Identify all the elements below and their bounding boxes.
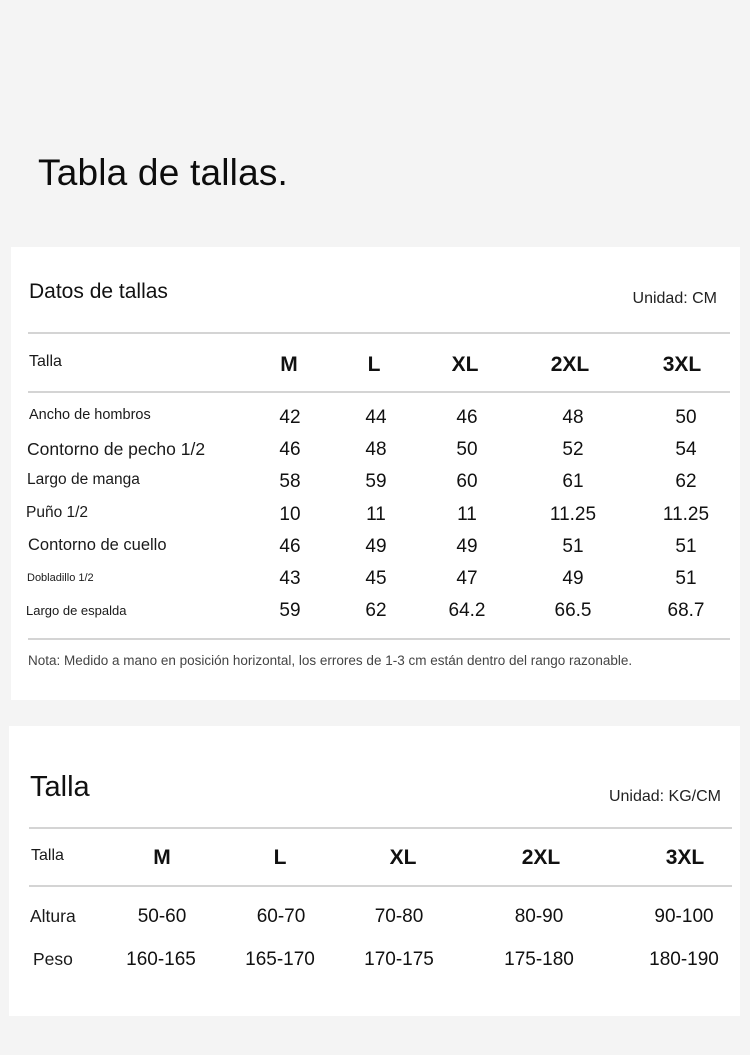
measurement-note: Nota: Medido a mano en posición horizontal, los errores de 1-3 cm están dentro del rango razonable. [28, 653, 633, 668]
divider [29, 827, 732, 829]
cell: 51 [562, 536, 584, 557]
measurements-card [11, 247, 740, 700]
cell: 49 [365, 536, 387, 557]
row-label: Ancho de hombros [29, 407, 151, 423]
cell: 62 [365, 600, 387, 621]
cell: 47 [456, 568, 478, 589]
cell: 46 [279, 536, 301, 557]
cell: 42 [279, 407, 301, 428]
size-header-3xl: 3XL [662, 353, 702, 376]
cell: 11.25 [549, 504, 597, 525]
row-label: Contorno de cuello [28, 536, 167, 554]
fit-unit: Unidad: KG/CM [608, 788, 721, 805]
cell: 68.7 [667, 600, 705, 621]
divider [28, 391, 730, 393]
cell: 60-70 [256, 906, 306, 927]
cell: 180-190 [649, 949, 719, 970]
cell: 44 [365, 407, 387, 428]
cell: 59 [365, 471, 387, 492]
cell: 60 [456, 471, 478, 492]
cell: 80-90 [514, 906, 564, 927]
measurements-unit: Unidad: CM [632, 290, 717, 307]
cell: 70-80 [374, 906, 424, 927]
cell: 160-165 [126, 949, 196, 970]
size-header-xl: XL [451, 353, 479, 376]
cell: 64.2 [448, 600, 486, 621]
row-label: Altura [30, 906, 76, 926]
cell: 49 [562, 568, 584, 589]
row-label: Largo de espalda [26, 603, 127, 618]
page-title: Tabla de tallas. [38, 152, 289, 193]
cell: 51 [675, 568, 697, 589]
cell: 62 [675, 471, 697, 492]
cell: 50 [675, 407, 697, 428]
header-label-talla: Talla [31, 847, 64, 864]
size-header-2xl: 2XL [521, 846, 561, 869]
cell: 61 [562, 471, 584, 492]
cell: 175-180 [504, 949, 574, 970]
cell: 54 [675, 439, 697, 460]
cell: 45 [365, 568, 387, 589]
row-label: Puño 1/2 [26, 504, 89, 521]
fit-title: Talla [30, 771, 90, 803]
measurements-title: Datos de tallas [29, 280, 168, 303]
cell: 66.5 [554, 600, 592, 621]
cell: 170-175 [364, 949, 434, 970]
fit-card [9, 726, 740, 1016]
cell: 46 [456, 407, 478, 428]
cell: 165-170 [245, 949, 315, 970]
row-label: Contorno de pecho 1/2 [27, 439, 206, 459]
size-header-m: M [280, 353, 298, 376]
cell: 48 [562, 407, 584, 428]
cell: 43 [279, 568, 301, 589]
divider [28, 332, 730, 334]
size-header-xl: XL [389, 846, 417, 869]
cell: 49 [456, 536, 478, 557]
cell: 10 [279, 504, 301, 525]
cell: 52 [562, 439, 584, 460]
header-label-talla: Talla [29, 353, 62, 370]
cell: 11 [457, 504, 477, 525]
row-label: Dobladillo 1/2 [27, 572, 94, 584]
cell: 46 [279, 439, 301, 460]
size-header-l: L [367, 353, 381, 376]
cell: 50-60 [137, 906, 187, 927]
size-header-m: M [153, 846, 171, 869]
cell: 90-100 [654, 906, 714, 927]
cell: 58 [279, 471, 301, 492]
row-label: Peso [33, 949, 73, 969]
cell: 51 [675, 536, 697, 557]
divider [28, 638, 730, 640]
size-header-2xl: 2XL [550, 353, 590, 376]
row-label: Largo de manga [27, 471, 140, 488]
divider [29, 885, 732, 887]
cell: 11 [366, 504, 386, 525]
cell: 48 [365, 439, 387, 460]
cell: 50 [456, 439, 478, 460]
cell: 11.25 [662, 504, 710, 525]
size-header-l: L [273, 846, 287, 869]
cell: 59 [279, 600, 301, 621]
size-header-3xl: 3XL [665, 846, 705, 869]
